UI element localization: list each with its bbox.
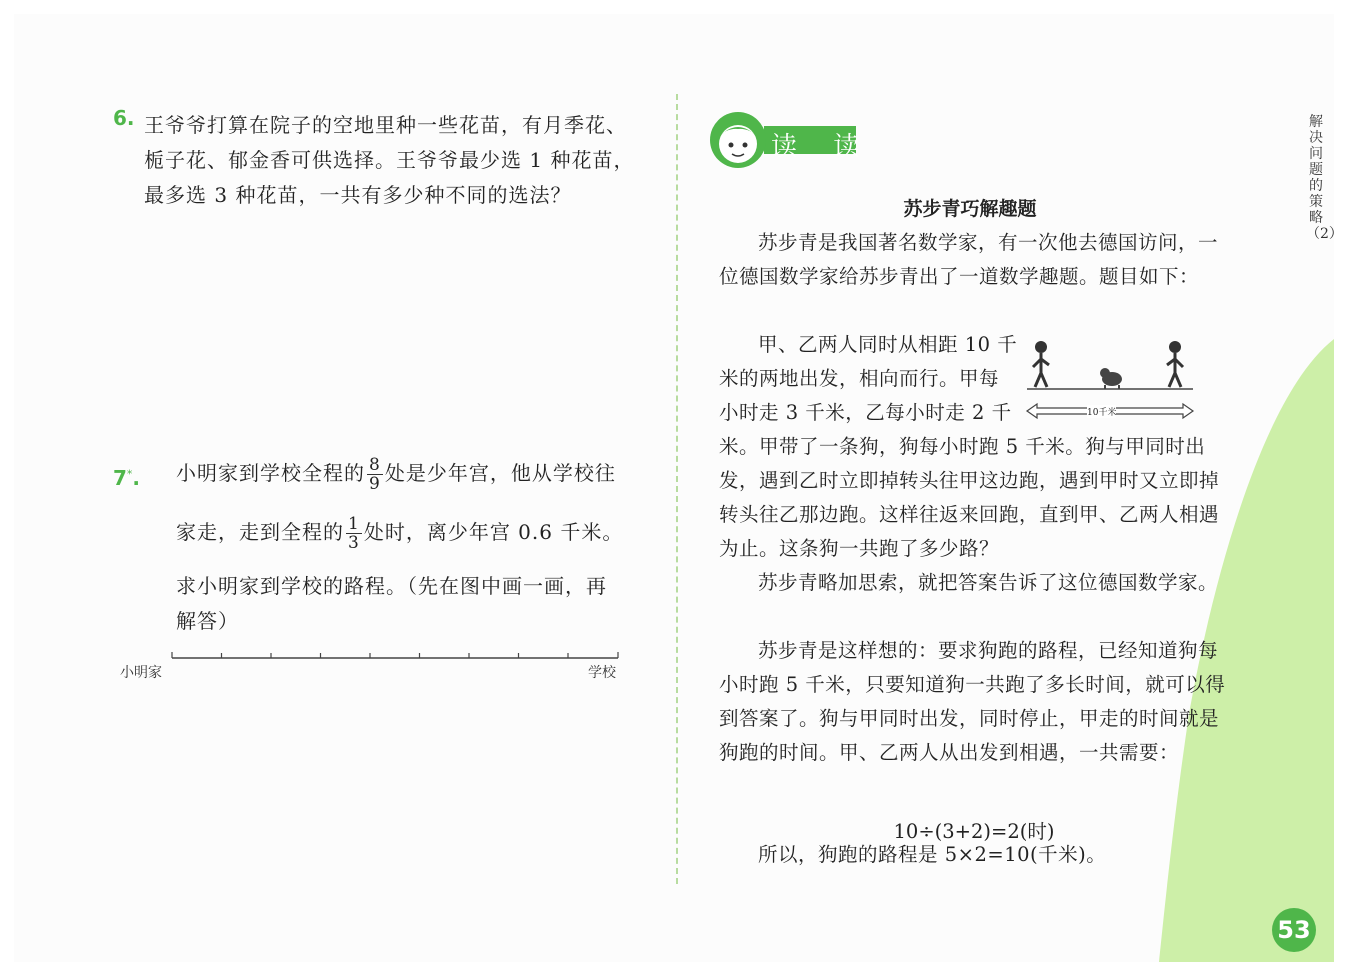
q7-line1-b: 处是少年宫，他从学校往 (384, 461, 616, 485)
frac2-numerator: 1 (348, 514, 360, 534)
question-7-num: 7 (113, 466, 127, 490)
section-label: 读 读 (771, 132, 874, 162)
page (14, 14, 1343, 962)
ruler-label-school: 学校 (588, 665, 616, 681)
page-number: 53 (1277, 916, 1311, 944)
question-6-text: 王爷爷打算在院子的空地里种一些花苗，有月季花、栀子花、郁金香可供选择。王爷爷最少选 1 种花苗，最多选 3 种花苗，一共有多少种不同的选法？ (144, 113, 635, 207)
distance-ruler (14, 14, 714, 714)
q7-line1-a: 小明家到学校全程的 (176, 461, 365, 485)
paragraph-1: 苏步青是我国著名数学家，有一次他去德国访问，一位德国数学家给苏步青出了一道数学趣题。题目如下： (719, 231, 1219, 288)
question-7-dot: . (132, 466, 141, 490)
question-6-number: 6. (113, 106, 135, 130)
paragraph-2-rest: 米。甲带了一条狗，狗每小时跑 5 千米。狗与甲同时出发，遇到乙时立即掉转头往甲这边跑，遇到甲时又立即掉转头往乙那边跑。这样往返来回跑，直到甲、乙两人相遇为止。这条狗一共跑了多少路？ (719, 435, 1220, 560)
q7-line2-b: 处时，离少年宫 0.6 千米。 (363, 520, 624, 544)
distance-label: 10千米 (1087, 405, 1116, 418)
paragraph-4: 苏步青是这样想的：要求狗跑的路程，已经知道狗每小时跑 5 千米，只要知道狗一共跑了多长时间，就可以得到答案了。狗与甲同时出发，同时停止，甲走的时间就是狗跑的时间。甲、乙两人从出发到相遇，一共需要： (719, 639, 1226, 764)
question-7-line4: 解答） (176, 609, 239, 633)
question-7-line3: 求小明家到学校的路程。（先在图中画一画，再 (176, 574, 607, 598)
paragraph-2-line2: 米的两地出发，相向而行。甲每 (719, 367, 1000, 390)
q7-line2-a: 家走，走到全程的 (176, 520, 344, 544)
paragraph-3: 苏步青略加思索，就把答案告诉了这位德国数学家。 (758, 571, 1219, 594)
paragraph-2-line3: 小时走 3 千米，乙每小时走 2 千 (719, 401, 1012, 424)
frac2-denominator: 3 (348, 533, 360, 553)
page-number-badge (1272, 908, 1316, 952)
equation: 10÷(3+2)=2(时) (893, 820, 1055, 843)
ruler-label-home: 小明家 (120, 665, 162, 681)
chapter-sidebar-title: 解决问题的策略（2） (1306, 114, 1343, 242)
paragraph-2-line1: 甲、乙两人同时从相距 10 千 (758, 333, 1018, 356)
question-7-star: * (126, 467, 133, 481)
frac1-numerator: 8 (369, 455, 381, 475)
article-title: 苏步青巧解趣题 (903, 198, 1037, 220)
paragraph-5: 所以，狗跑的路程是 5×2=10(千米)。 (758, 843, 1107, 866)
frac1-denominator: 9 (369, 474, 381, 494)
